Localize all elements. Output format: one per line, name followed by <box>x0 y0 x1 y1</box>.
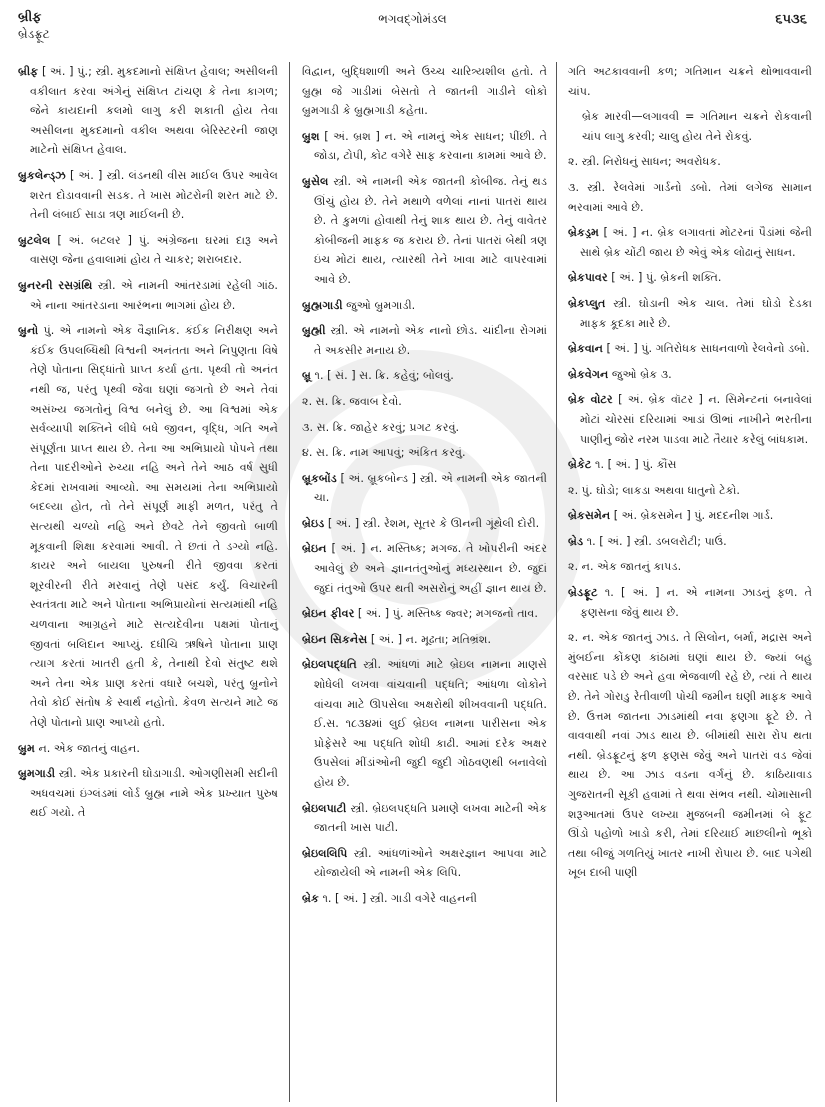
definition-text: એ નામનું એક સાધન; પીંછી. તે જોડા, ટોપી, કોટ વગેરે સાફ કરવાના કામમાં આવે છે. <box>314 129 547 163</box>
dictionary-entry <box>302 655 547 792</box>
definition-text: નામ આપવું; અંકિત કરવું. <box>349 446 466 460</box>
headword: બ્રેકસમેન <box>568 509 611 523</box>
headword: બ્રેઇન <box>302 542 327 556</box>
grammar-label: [ અં. ] પું. <box>357 607 404 621</box>
grammar-label: ૩. સ્ત્રી. <box>568 180 606 194</box>
definition-text: બ્રેક લગાવતાં મોટરનાં પૈડાંમાં જેની સાથે બ્રેક ચોંટી જાય છે એવું એક લોઢાનું સાધન. <box>580 226 812 259</box>
headword: બ્રેઇન ફીવર <box>302 607 355 621</box>
grammar-label: [ અં. બ્રૂકબોન્ડ ] સ્ત્રી. <box>340 471 438 485</box>
definition-text: ગાડી વગેરે વાહનની <box>391 891 477 905</box>
dictionary-entry <box>302 889 547 909</box>
dictionary-entry <box>302 296 547 316</box>
definition-text: એક જાતનું વાહન. <box>53 741 140 755</box>
grammar-label: [ અં. ] ન. <box>603 226 654 240</box>
dictionary-entry <box>302 630 547 650</box>
grammar-label: ૨. ન. <box>568 560 594 574</box>
definition-text: વિદ્વાન, બુદ્ધિશાળી અને ઉચ્ચ ચારિત્ર્યશીલ હતો. તે બ્રુહ્મ જે ગાડીમાં બેસતો તે જાતની ગાડીને લોકો બ્રુમગાડી કે બ્રુહ્મગાડી કહેતા. <box>302 65 547 118</box>
definition-text: આંધળાંઓને અક્ષરજ્ઞાન આપવા માટે યોજાયેલી એ નામની એક લિપિ. <box>314 846 547 880</box>
definition-text: અંગ્રેજના ઘરમાં દારૂ અને વાસણ જેના હવાલામાં હોય તે ચાકર; શરાબદાર. <box>30 233 278 267</box>
dictionary-entry <box>568 178 812 217</box>
definition-text: ઘોડો; લાકડા અથવા ધાતુનો ટેકો. <box>596 483 740 497</box>
grammar-label: [ અં. બ્રેકસમેન ] પું. <box>613 509 706 523</box>
definition-text: એક પ્રકારની ઘોડાગાડી. ઓગણીસમી સદીની અધવચમાં ઇંગ્લંડમાં લોર્ડ બ્રુહ્મ નામે એક પ્રખ્યાત પુરુષ થઈ ગયો. તે <box>30 767 279 820</box>
dictionary-entry <box>568 365 812 385</box>
dictionary-entry <box>568 268 812 288</box>
page-number: ૬૫૩૬ <box>775 12 807 27</box>
dictionary-entry <box>302 514 547 534</box>
grammar-label: ૧. [ અં. ] સ્ત્રી. <box>322 891 388 905</box>
dictionary-entry <box>302 127 547 166</box>
definition-text: મુકદમાનો સંક્ષિપ્ત હેવાલ; અસીલની વકીલાત કરવા અંગેનું સંક્ષિપ્ત ટાંચણ કે તેના કાગળ; જેને કાયદાની કલમો લાગુ કરી શકાતી હોય તેવા અસીલના મુકદમાનો વકીલ અથવા બેરિસ્ટરની જાણ માટેનો સંક્ષિપ્ત હેવાલ. <box>30 65 278 157</box>
headword: બ્રેડફ્રૂટ <box>568 586 598 600</box>
grammar-label: [ અં. ] પું. <box>606 342 653 356</box>
headword: બ્રુનરની રસગ્રંથિ <box>18 278 93 292</box>
grammar-label: સ્ત્રી. <box>330 324 349 338</box>
definition-text: એક જાતનું ઝાડ. તે સિલોન, બર્મા, મદ્રાસ અને મુંબઈના કોંકણ કાંઠામાં ઘણાં થાય છે. જ્યાં બહુ વરસાદ પડે છે અને હવા ભેજવાળી રહે છે, ત્યાં તે થાય છે. તેને ગોરાડુ રેતીવાળી પોચી જમીન ઘણી માફક આવે છે. ઉત્તમ જાતના ઝાડમાંથી નવા ફણગા ફૂટે છે. તે વાવવાથી નવાં ઝાડ થાય છે. બીમાંથી સારા રોપ થતા નથી. બ્રેડફ્રૂટનું ફળ ફણસ જેવું અને પાતરાં વડ જેવાં થાય છે. આ ઝાડ વડના વર્ગનું છે. કાઠિયાવાડ ગુજરાતની સૂકી હવામાં તે થવા સંભવ નથી. ચોમાસાની શરૂઆતમાં ઉપર લખ્યા મુજબની જમીનમાં બે ફૂટ ઊંડો પહોળો ખાડો કરી, તેમાં દરિયાઈ માછલીનો ભૂકો તથા બીજું ગળતિયું ખાતર નાખી રોપાય છે. બાદ પગેથી ખૂબ દાબી પાણી <box>568 631 812 880</box>
grammar-label: [ અં. ] પું. <box>611 271 657 285</box>
definition-text: સિમેન્ટનાં બનાવેલાં મોટાં ચોરસાં દરિયામાં આડાં ઊભાં નાખીને ભરતીના પાણીનું જોર નરમ પાડવા માટે તૈયાર કરેલું બાંધકામ. <box>580 393 812 446</box>
headword: બ્રુમ <box>18 741 35 755</box>
headword: બ્રુકલેન્ડ્ઝ <box>18 168 66 182</box>
definition-text: જાહેર કરવું; પ્રગટ કરવું. <box>350 420 460 434</box>
headword: બ્રેઇડ <box>302 516 325 530</box>
dictionary-entry <box>302 539 547 598</box>
headword: બ્રુહ્મગાડી <box>302 298 343 312</box>
grammar-label: સ્ત્રી. <box>613 296 632 310</box>
dictionary-entry <box>568 557 812 577</box>
headword: બ્રેકપ્લુત <box>568 296 606 310</box>
grammar-label: ૨. સ્ત્રી. <box>568 155 600 169</box>
definition-text: મદદનીશ ગાર્ડ. <box>708 509 774 523</box>
column-divider <box>289 62 290 1102</box>
grammar-label: ૩. સ. ક્રિ. <box>302 420 347 434</box>
definition-text: ગતિ અટકાવવાની કળ; ગતિમાન ચક્રને થોભાવવાની ચાંપ. <box>568 65 812 98</box>
dictionary-columns <box>0 62 825 1107</box>
dictionary-entry <box>302 469 547 508</box>
dictionary-entry <box>302 604 547 624</box>
dictionary-entry <box>568 532 812 552</box>
dictionary-entry <box>302 366 547 386</box>
grammar-label: [ અં. ] ન. <box>370 632 418 646</box>
grammar-label: સ્ત્રી. <box>97 278 116 292</box>
dictionary-entry <box>568 455 812 475</box>
grammar-label: [ અં. ] સ્ત્રી. <box>69 168 125 182</box>
definition-text: એ નામના ઝાડનું ફળ. તે ફણસના જેવું થાય છે. <box>580 586 813 619</box>
grammar-label: ૨. ન. <box>568 631 595 645</box>
grammar-label: [ અં. ] ન. <box>331 542 383 556</box>
dictionary-entry <box>568 107 812 146</box>
dictionary-entry <box>302 799 547 838</box>
headword: બ્રીફ <box>18 65 39 78</box>
definition-text: કહેવું; બોલવું. <box>392 369 454 383</box>
headword: બ્રૂ <box>302 369 311 383</box>
headword: બ્રુનો <box>18 324 39 338</box>
column-1 <box>18 62 278 829</box>
dictionary-entry <box>18 321 278 732</box>
definition-text: મસ્તિષ્ક; મગજ. તે ખોપરીની અંદર આવેલું છે અને જ્ઞાનતંતુઓનું મધ્યસ્થાન છે. જુદાં જુદાં તંતુઓ ઉપર થતી અસરોનું અહીં જ્ઞાન થાય છે. <box>314 542 547 595</box>
grammar-label: ન. <box>38 741 51 755</box>
book-title: ભગવદ્ગોમંડલ <box>378 12 447 26</box>
headword: બ્રેઇલલિપિ <box>302 846 348 860</box>
dictionary-entry <box>302 392 547 412</box>
definition-text: ગતિરોધક સાધનવાળો રેલવેનો ડબો. <box>655 342 810 356</box>
grammar-label: સ્ત્રી. <box>350 801 369 815</box>
headword: બ્રેકપાવર <box>568 271 608 285</box>
headword: બ્રેઇલપાટી <box>302 801 347 815</box>
grammar-label: ૧. [ સં. ] સ. ક્રિ. <box>314 369 390 383</box>
definition-text: ઘોડાની એક ચાલ. તેમાં ઘોડો દેડકા માફક કૂદકા મારે છે. <box>580 296 813 330</box>
dictionary-entry <box>18 764 278 823</box>
headword: બ્રુસેલ <box>302 174 329 188</box>
grammar-label: ૧. [ અં. ] ન. <box>604 586 679 600</box>
grammar-label: ૧. [ અં. ] પું. <box>594 458 654 472</box>
headword: બ્રેકડ્રમ <box>568 226 599 240</box>
definition-text: કૌંસ <box>656 458 677 472</box>
grammar-label: સ્ત્રી. <box>363 658 382 672</box>
column-2 <box>302 62 547 915</box>
definition-text: જવાબ દેવો. <box>349 394 402 408</box>
column-3 <box>568 62 812 889</box>
dictionary-entry <box>18 166 278 225</box>
dictionary-entry <box>18 62 278 160</box>
page-header <box>0 0 825 52</box>
dictionary-entry <box>568 628 812 883</box>
headword: બ્રેક <box>302 891 319 905</box>
grammar-label: ૧. [ અં. ] સ્ત્રી. <box>586 534 652 548</box>
dictionary-entry <box>18 276 278 315</box>
headword: બ્રેકવાન <box>568 342 603 356</box>
definition-text: બ્રેક મારવી—લગાવવી = ગતિમાન ચક્રને રોકવાની ચાંપ લાગુ કરવી; ચાલુ હોય તેને રોકવું. <box>582 110 812 143</box>
dictionary-entry <box>568 223 812 262</box>
definition-text: રેલવેમાં ગાર્ડનો ડબો. તેમાં લગેજ સામાન ભરવામાં આવે છે. <box>568 180 813 214</box>
headword: બ્રેકવેગન <box>568 367 609 381</box>
definition-text: નિરોધનું સાધન; અવરોધક. <box>603 155 721 169</box>
definition-text: આંધળાં માટે બ્રેઇલ નામના માણસે શોધેલી લખવા વાંચવાની પદ્ધતિ; આંધળા લોકોને વાંચવા માટે ઊપસેલા અક્ષરોથી શીખવવાની પદ્ધતિ. ઈ.સ. ૧૮૩૪માં લુઈ બ્રેઇલ નામના પારીસના એક પ્રોફેસરે આ પદ્ધતિ શોધી કાઢી. આમાં દરેક અક્ષર ઉપસેલાં મીંડાંઓની જુદી જુદી ગોઠવણથી બનાવેલો હોય છે. <box>314 658 547 789</box>
grammar-label: [ અં. ] સ્ત્રી. <box>327 516 381 530</box>
grammar-label: [ અં. બ્રેક વૉટર ] ન. <box>618 393 721 407</box>
dictionary-entry <box>568 583 812 622</box>
definition-text: એ નામનો એક વૈજ્ઞાનિક. કંઈક નિરીક્ષણ અને કંઈક ઉપલબ્ધિથી વિશ્વની અનંતતા અને નિપુણતા વિષે તેણે પોતાના સિદ્ધાંતો પ્રાપ્ત કર્યા હતા. પૃથ્વી તો અનંત નથી જ, પરંતુ પૃથ્વી જેવા ઘણાં જગતો છે અને તેવાં અસંખ્ય જગતોનું વિશ્વ બનેલું છે. આ વિશ્વમાં એક સર્વવ્યાપી શક્તિને લીધે બધે જીવન, વૃદ્ધિ, ગતિ અને સંપૂર્ણતા પ્રાપ્ત થાય છે. તેના આ અભિપ્રાયો પોપને તથા તેના પાદરીઓને રુચ્યા નહિ અને તેને આઠ વર્ષ સુધી કેદમાં રાખવામાં આવ્યો. આ સમયમાં તેના અભિપ્રાયો બદલ્યા હોત, તો તેને સંપૂર્ણ માફી મળત, પરંતુ તે સત્યથી ચળ્યો નહિ અને છેવટે તેને જીવતો બાળી મૂકવાની શિક્ષા કરવામાં આવી. તે છતાં તે ડગ્યો નહિ. કાયર અને બાયલા પુરુષની રીતે જીવવા કરતાં શૂરવીરની રીતે મરવાનું તેણે પસંદ કર્યું. વિચારની સ્વતંત્રતા માટે અને પોતાના અભિપ્રાયોનાં સત્યમાંથી નહિ ચળવાના આગ્રહને માટે સત્યદેવીના પક્ષમાં પોતાનું જીવતાં બલિદાન આપ્યું. દધીચિ ઋષિને પોતાના પ્રાણ ત્યાગ કરતાં ખાતરી હતી કે, તેનાથી દેવો સંતુષ્ટ થશે અને તેના એક પ્રાણ કરતાં વધારે બચશે, પરંતુ બ્રુનોને તેવો કોઈ સંતોષ કે સ્વાર્થ નહોતો. કેવળ સત્યને માટે જ તેણે પોતાનો પ્રાણ આપ્યો હતો. <box>30 324 278 729</box>
grammar-label: ૨. પું. <box>568 483 593 497</box>
dictionary-entry <box>302 844 547 883</box>
dictionary-entry <box>302 418 547 438</box>
dictionary-entry <box>18 739 278 759</box>
headword: બ્રૂકબોંડ <box>302 471 337 485</box>
definition-text: જુઓ બ્રુમગાડી. <box>346 298 416 312</box>
dictionary-entry <box>302 443 547 463</box>
dictionary-entry <box>302 62 547 121</box>
dictionary-entry <box>568 390 812 449</box>
definition-text: જુઓ બ્રેક ૩. <box>611 367 672 381</box>
grammar-label: ૨. સ. ક્રિ. <box>302 394 346 408</box>
headword: બ્રેકેટ <box>568 458 592 472</box>
grammar-label: [ અં. ] પું.; સ્ત્રી. <box>41 65 114 78</box>
dictionary-entry <box>568 294 812 333</box>
headword: બ્રુશ <box>302 129 320 143</box>
dictionary-entry <box>302 321 547 360</box>
grammar-label: [ અં. બ્રશ ] ન. <box>324 129 397 143</box>
definition-text: લંડનથી વીસ માઈલ ઉપર આવેલ શરત દોડાવવાની સડક. તે ખાસ મોટરોની શરત માટે છે. તેની લંબાઈ સાડા ત્રણ માઈલની છે. <box>30 168 278 222</box>
definition-text: બ્રેઇલપદ્ધતિ પ્રમાણે લખવા માટેની એક જાતની ખાસ પાટી. <box>314 801 547 835</box>
dictionary-entry <box>568 506 812 526</box>
headword: બ્રુમગાડી <box>18 767 56 781</box>
grammar-label: પું. <box>43 324 55 338</box>
dictionary-entry <box>568 481 812 501</box>
definition-text: એક જાતનું કાપડ. <box>597 560 682 574</box>
dictionary-entry <box>568 152 812 172</box>
definition-text: ડબલરોટી; પાઉં. <box>655 534 727 548</box>
dictionary-entry <box>568 339 812 359</box>
headword: બ્રેડ <box>568 534 584 548</box>
grammar-label: સ્ત્રી. <box>58 767 77 781</box>
dictionary-entry <box>18 231 278 270</box>
headword: બ્રુટલેલ <box>18 233 51 247</box>
definition-text: મસ્તિષ્ક જ્વર; મગજનો તાવ. <box>407 607 538 621</box>
headword: બ્રેઇલપદ્ધતિ <box>302 658 357 672</box>
definition-text: રેશમ, સૂતર કે ઊનની ગૂંથેલી દોરી. <box>384 516 540 530</box>
dictionary-entry <box>302 172 547 290</box>
dictionary-entry <box>568 62 812 101</box>
guide-word-first: બ્રીફ <box>18 10 42 25</box>
definition-text: મૂઢતા; મતિભ્રંશ. <box>421 632 491 646</box>
grammar-label: સ્ત્રી. <box>333 174 352 188</box>
headword: બ્રુહ્મી <box>302 324 326 338</box>
column-divider <box>556 62 557 1102</box>
definition-text: એ નામની આંતરડામાં રહેલી ગાંઠ. એ નાના આંતરડાના આરંભના ભાગમાં હોય છે. <box>30 278 278 312</box>
definition-text: એ નામની એક જાતની કોબીજ. તેનું થડ ઊંચું હોય છે. તેને મથાળે વળેલાં નાનાં પાતરાં થાય છે. તે કુમળાં હોવાથી તેનું શાક થાય છે. તેનું વાવેતર કોબીજની માફક જ કરાય છે. તેનાં પાતરાં બેથી ત્રણ ઇંચ મોટાં થાય, ત્યારથી તેને ખાવા માટે વાપરવામાં આવે છે. <box>314 174 548 286</box>
definition-text: એ નામની એક જાતની ચા. <box>314 471 547 505</box>
guide-word-last: બ્રેડફ્રૂટ <box>18 27 50 41</box>
headword: બ્રેક વોટર <box>568 393 613 407</box>
definition-text: એ નામનો એક નાનો છોડ. ચાંદીના રોગમાં તે અકસીર મનાય છે. <box>314 324 547 357</box>
grammar-label: [ અં. બટલર ] પું. <box>57 233 150 247</box>
headword: બ્રેઇન સિકનેસ <box>302 632 368 646</box>
definition-text: બ્રેકની શક્તિ. <box>660 271 722 285</box>
grammar-label: ૪. સ. ક્રિ. <box>302 446 347 460</box>
grammar-label: સ્ત્રી. <box>353 846 372 860</box>
